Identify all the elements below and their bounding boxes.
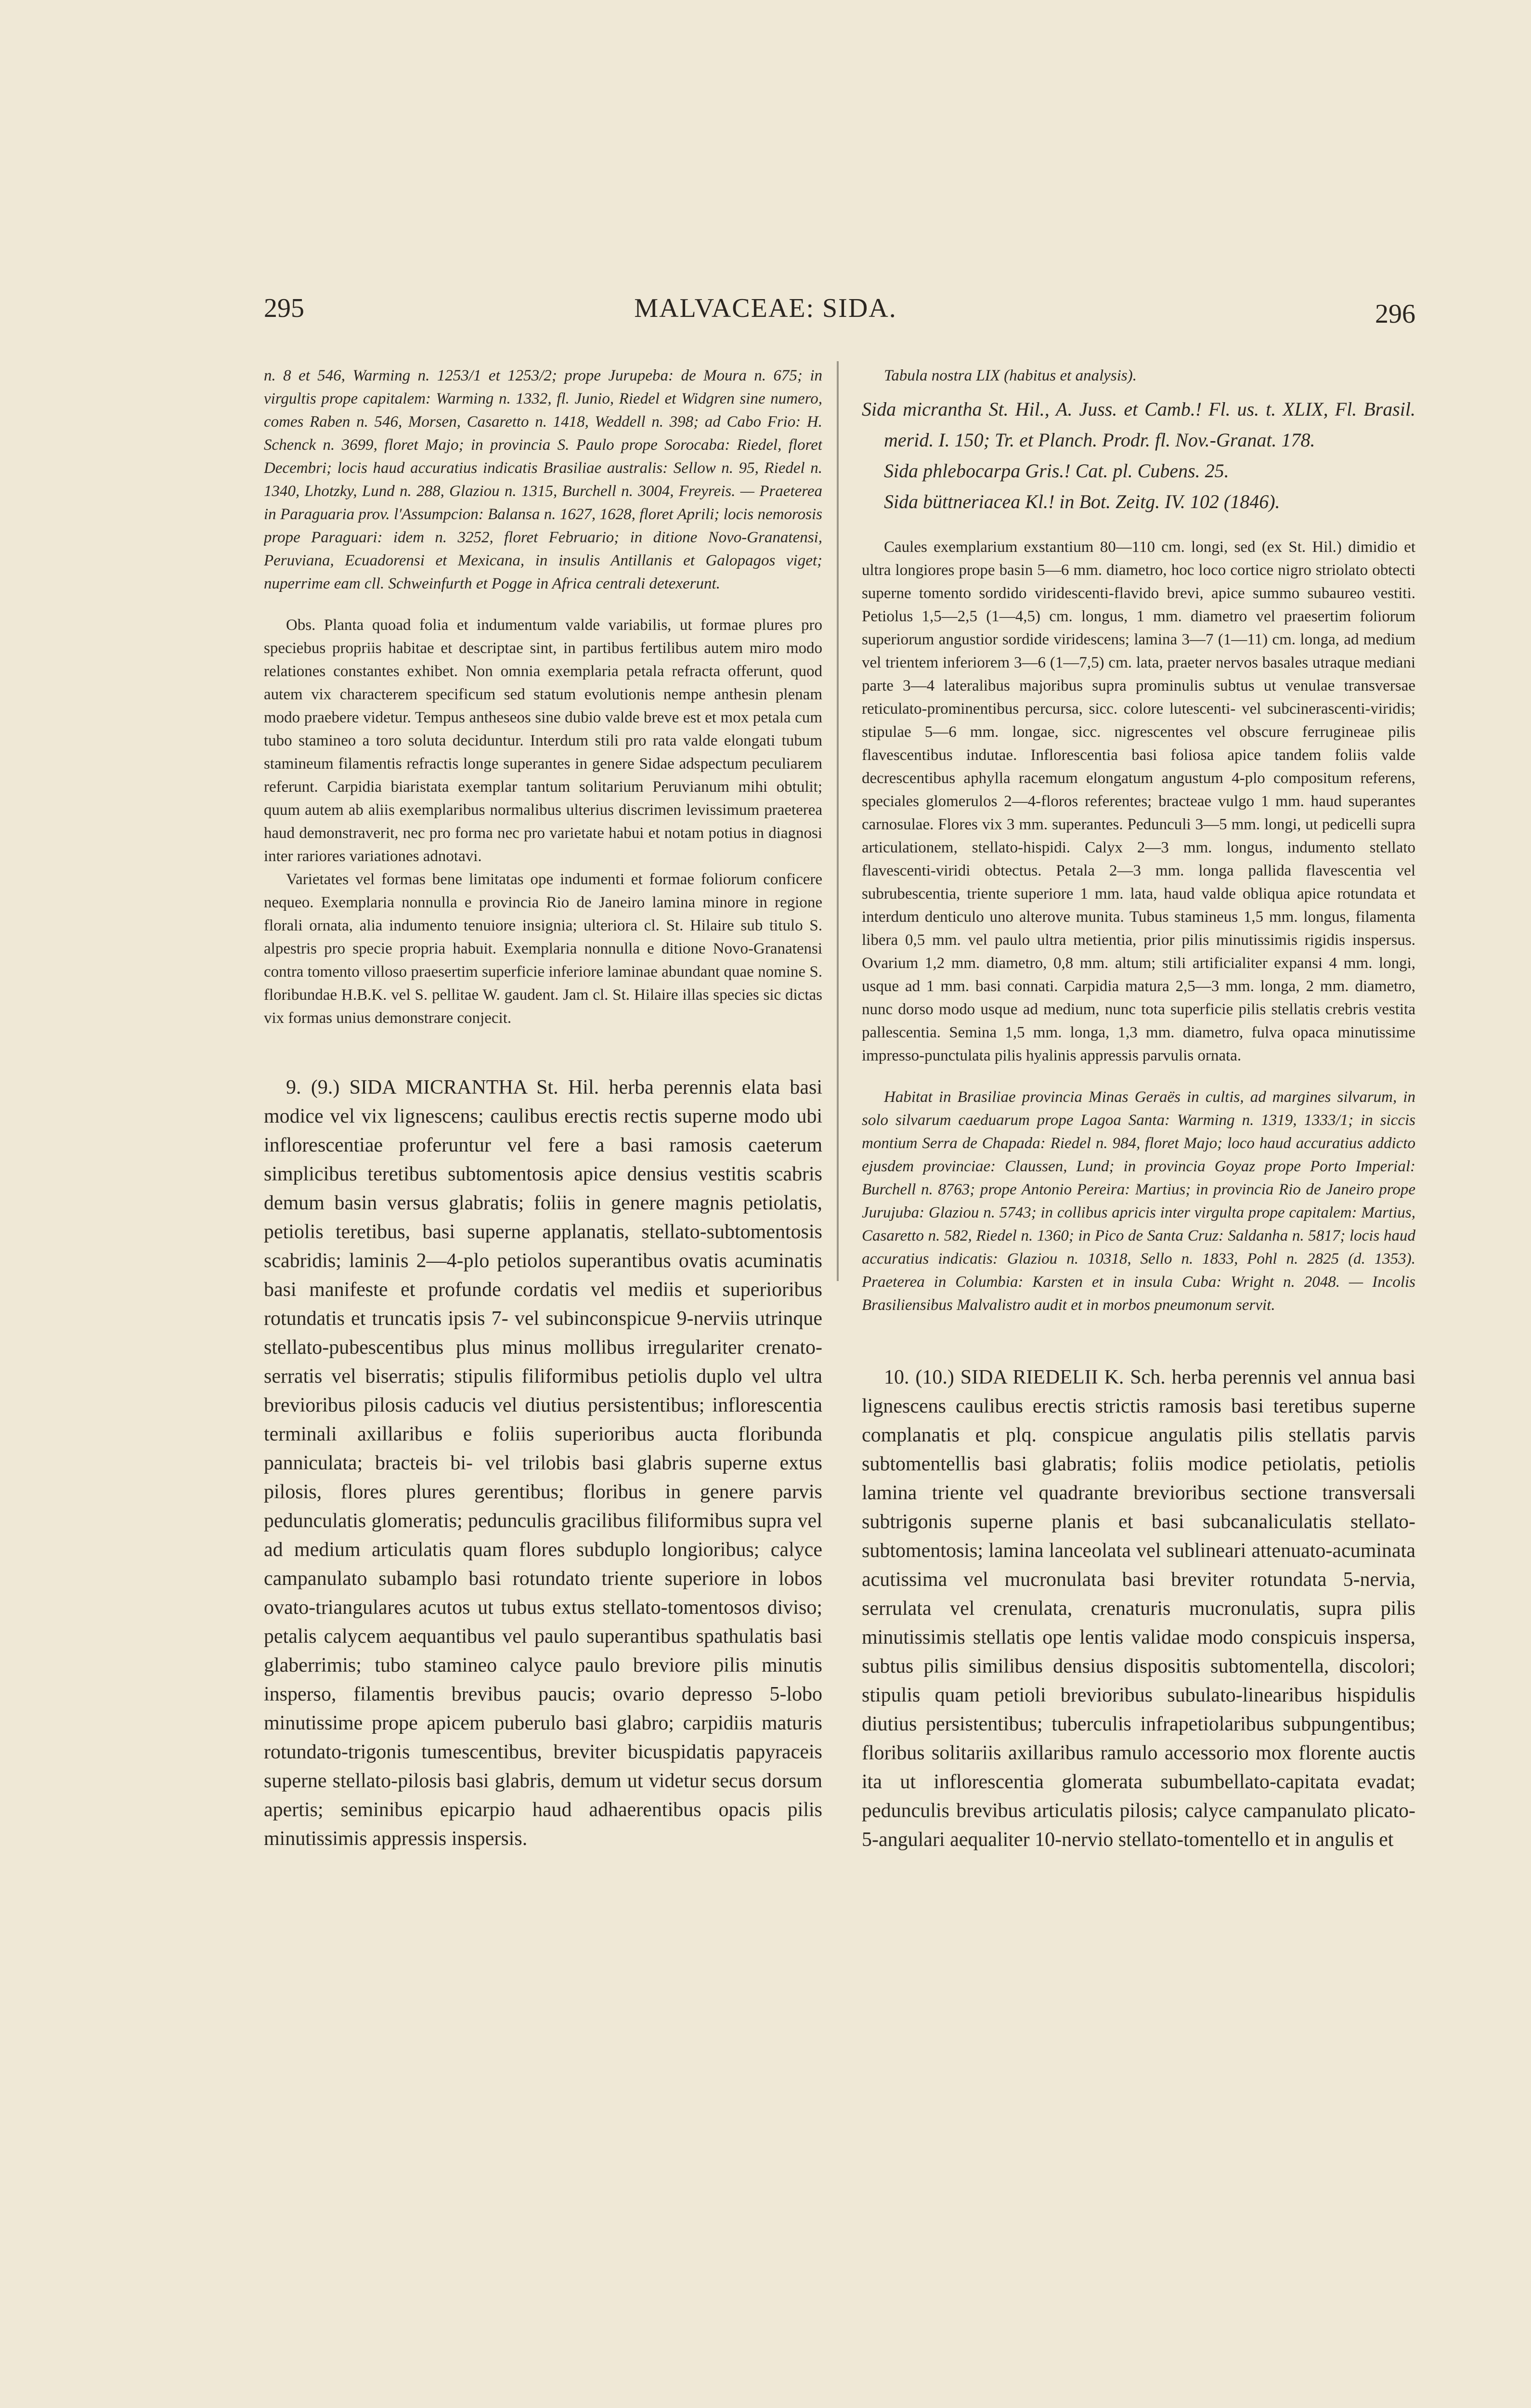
page-number-right: 296 [1375,299,1415,329]
page-header [0,288,1531,331]
species-10-description: 10. (10.) SIDA RIEDELII K. Sch. herba perennis vel annua basi lignescens caulibus erectis strictis ramosis basi teretibus superne complanatis et plq. conspicue angulatis pilis stellatis parvis subtomentellis basi glabratis; foliis modice petiolatis, petiolis lamina triente vel quadrante brevioribus sectione transversali subtrigonis superne planis et basi subcanaliculatis stellato-subtomentosis; lamina lanceolata vel sublineari attenuato-acuminata acutissima vel mucronulata basi breviter rotundata 5-nervia, serrulata vel crenulata, crenaturis mucronulatis, supra pilis minutissimis stellatis ope lentis validae modo conspicuis inspersa, subtus pilis similibus densius dispositis subtomentella, discolori; stipulis quam petioli brevioribus subulato-linearibus hispidulis diutius persistentibus; tuberculis infrapetiolaribus subpungentibus; floribus solitariis axillaribus ramulo accessorio mox florente auctis ita ut inflorescentia glomerata subumbellato-capitata evadat; pedunculis brevibus articulatis pilosis; calyce campanulato plicato-5-angulari aequaliter 10-nervio stellato-tomentello et in angulis et [862,1366,1415,1851]
column-divider [837,361,839,1281]
varietates-paragraph: Varietates vel formas bene limitatas ope indumenti et formae foliorum conficere nequeo. Exemplaria nonnulla e provincia Rio de Janeiro lamina minore in regione florali ornata, alia indumento tenuiore insignia; ulteriora cl. St. Hilaire sub titulo S. alpestris pro specie propria habuit. Exemplaria nonnulla e ditione Novo-Granatensi contra tomento villoso praesertim superficie inferiore laminae abundant quae nomine S. floribundae H.B.K. vel S. pellitae W. gaudent. Jam cl. St. Hilaire illas species sic dictas vix formas unius demonstrare conjecit. [264,871,822,1027]
species-9-description: 9. (9.) SIDA MICRANTHA St. Hil. herba perennis elata basi modice vel vix lignescens; caulibus erectis rectis superne modo ubi inflorescentiae proferuntur vel fere a basi ramosis caeterum simplicibus teretibus subtomentosis apice densius vestitis scabris demum basin versus glabratis; foliis in genere magnis petiolatis, petiolis teretibus, basi superne applanatis, stellato-subtomentosis scabridis; laminis 2—4-plo petiolos superantibus ovatis acuminatis basi manifeste et profunde cordatis vel mediis et superioribus rotundatis et truncatis ipsis 7- vel subinconspicue 9-nerviis utrinque stellato-pubescentibus plus minus mollibus irregulariter crenato-serratis vel biserratis; stipulis filiformibus petiolis duplo vel ultra brevioribus pilosis caducis vel diutius persistentibus; inflorescentia terminali axillaribus e foliis superioribus aucta floribunda panniculata; bracteis bi- vel trilobis basi glabris superne extus pilosis, flores plures gerentibus; floribus in genere parvis pedunculatis glomeratis; pedunculis gracilibus filiformibus supra vel ad medium articulatis quam flores subduplo longioribus; calyce campanulato subamplo basi rotundato triente superiore in lobos ovato-triangulares acutos ut tubus extus stellato-tomentosos diviso; petalis calycem aequantibus vel paulo superantibus spathulatis basi glaberrimis; tubo stamineo calyce paulo breviore pilis minutis insperso, filamentis brevibus paucis; ovario depresso 5-lobo minutissime prope apicem puberulo basi glabro; carpidiis maturis rotundato-trigonis tumescentibus, breviter bicuspidatis papyraceis superne stellato-pilosis basi glabris, demum ut videtur secus dorsum apertis; seminibus epicarpio haud adhaerentibus opacis pilis minutissimis appressis inspersis. [264,1076,822,1850]
left-column [264,364,822,2408]
distribution-text: n. 8 et 546, Warming n. 1253/1 et 1253/2; prope Jurupeba: de Moura n. 675; in virgultis prope capitalem: Warming n. 1332, fl. Junio, Riedel et Widgren sine numero, comes Raben n. 546, Morsen, Casaretto n. 1418, Weddell n. 398; ad Cabo Frio: H. Schenck n. 3699, floret Majo; in provincia S. Paulo prope Sorocaba: Riedel, floret Decembri; locis haud accuratius indicatis Brasiliae australis: Sellow n. 95, Riedel n. 1340, Lhotzky, Lund n. 288, Glaziou n. 1315, Burchell n. 3004, Freyreis. — Praeterea in Paraguaria prov. l'Assumpcion: Balansa n. 1627, 1628, floret Aprili; locis nemorosis prope Paraguari: idem n. 3252, floret Februario; in ditione Novo-Granatensi, Peruviana, Ecuadorensi et Mexicana, in insulis Antillanis et Galopagos viget; nuperrime eam cll. Schweinfurth et Pogge in Africa centrali detexerunt. [264,367,822,592]
right-column [862,364,1415,2408]
synonym-reference: Sida büttneriacea Kl.! in Bot. Zeitg. IV. 102 (1846). [884,491,1280,512]
synonym-reference: Sida micrantha St. Hil., A. Juss. et Camb.! Fl. us. t. XLIX, Fl. Brasil. merid. I. 150; Tr. et Planch. Prodr. fl. Nov.-Granat. 178. [862,398,1415,451]
tabula-line: Tabula nostra LIX (habitus et analysis). [884,367,1137,384]
observation-paragraph: Obs. Planta quoad folia et indumentum valde variabilis, ut formae plures pro speciebus propriis habitae et descriptae sint, in partibus fertilibus autem miro modo relationes constantes exhibet. Non omnia exemplaria petala refracta offerunt, quod autem vix characterem specificum sed statum evolutionis nempe anthesin plenam modo praebere videtur. Tempus antheseos sine dubio valde breve est et mox petala cum tubo stamineo a toro soluta deciduntur. Interdum stili pro rata valde elongati tubum stamineum filamentis refractis longe superantes in genere Sidae adspectum peculiarem referunt. Carpidia biaristata exemplar tantum solitarium Peruvianum mihi obtulit; quum autem ab aliis exemplaribus normalibus ulterius discrimen levissimum praeterea haud demonstraverit, nec pro forma nec pro varietate habui et notam potius in diagnosi inter rariores variationes adnotavi. [264,616,822,865]
page-number-left: 295 [264,293,304,323]
synonymy-list [862,394,1415,517]
habitat-paragraph: Habitat in Brasiliae provincia Minas Geraës in cultis, ad margines silvarum, in solo silvarum caeduarum prope Lagoa Santa: Warming n. 1319, 1333/1; in siccis montium Serra de Chapada: Riedel n. 984, floret Majo; loco haud accuratius addicto ejusdem provinciae: Claussen, Lund; in provincia Goyaz prope Porto Imperial: Burchell n. 8763; prope Antonio Pereira: Martius; in provincia Rio de Janeiro prope Jurujuba: Glaziou n. 5743; in collibus apricis inter virgulta prope capitalem: Martius, Casaretto n. 582, Riedel n. 1360; in Pico de Santa Cruz: Saldanha n. 5817; locis haud accuratius indicatis: Glaziou n. 10318, Sello n. 1833, Pohl n. 2825 (d. 1353). Praeterea in Columbia: Karsten et in insula Cuba: Wright n. 2048. — Incolis Brasiliensibus Malvalistro audit et in morbos pneumonum servit. [862,1088,1415,1314]
running-title: MALVACEAE: SIDA. [634,293,897,323]
species-description: Caules exemplarium exstantium 80—110 cm. longi, sed (ex St. Hil.) dimidio et ultra longiores prope basin 5—6 mm. diametro, hoc loco cortice nigro striolato obtecti superne tomento sordido viridescenti-flavido brevi, apice summo subaureo vestiti. Petiolus 1,5—2,5 (1—4,5) cm. longus, 1 mm. diametro vel praesertim foliorum superiorum angustior sordide viridescens; lamina 3—7 (1—11) cm. longa, ad medium vel trientem inferiorem 3—6 (1—7,5) cm. lata, praeter nervos basales utraque mediani parte 3—4 lateralibus majoribus supra prominulis subtus ut venulae transversae reticulato-prominentibus percursa, sicc. colore lutescenti- vel subcinerascenti-viridis; stipulae 5—6 mm. longae, sicc. nigrescentes vel obscure ferrugineae pilis flavescentibus indutae. Inflorescentia basi foliosa apice tandem foliis valde decrescentibus aphylla racemum elongatum angustum 4-plo compositum referens, speciales glomerulos 2—4-floros referentes; bracteae vulgo 1 mm. haud superantes carnosulae. Flores vix 3 mm. superantes. Pedunculi 3—5 mm. longi, ut pedicelli supra articulationem, stellato-hispidi. Calyx 2—3 mm. longus, indumento stellato flavescenti-viridi obtectus. Petala 2—3 mm. longa pallida flavescentia vel subrubescentia, triente superiore 1 mm. lata, haud valde obliqua apice rotundata et interdum denticulo uno alterove munita. Tubus stamineus 1,5 mm. longus, filamenta libera 0,5 mm. vel paulo ultra metientia, prior pilis minutissimis rigidis inspersus. Ovarium 1,2 mm. diametro, 0,8 mm. altum; stili artificialiter expansi 4 mm. longi, usque ad 1 mm. basi connati. Carpidia matura 2,5—3 mm. longa, 2 mm. diametro, nunc dorso modo usque ad medium, nunc tota superficie pilis stellatis crebris vestita pallescentia. Semina 1,5 mm. longa, 1,3 mm. diametro, fulva opaca minutissime impresso-punctulata pilis hyalinis appressis parvulis ornata. [862,538,1415,1064]
synonym-reference: Sida phlebocarpa Gris.! Cat. pl. Cubens. 25. [884,460,1229,482]
